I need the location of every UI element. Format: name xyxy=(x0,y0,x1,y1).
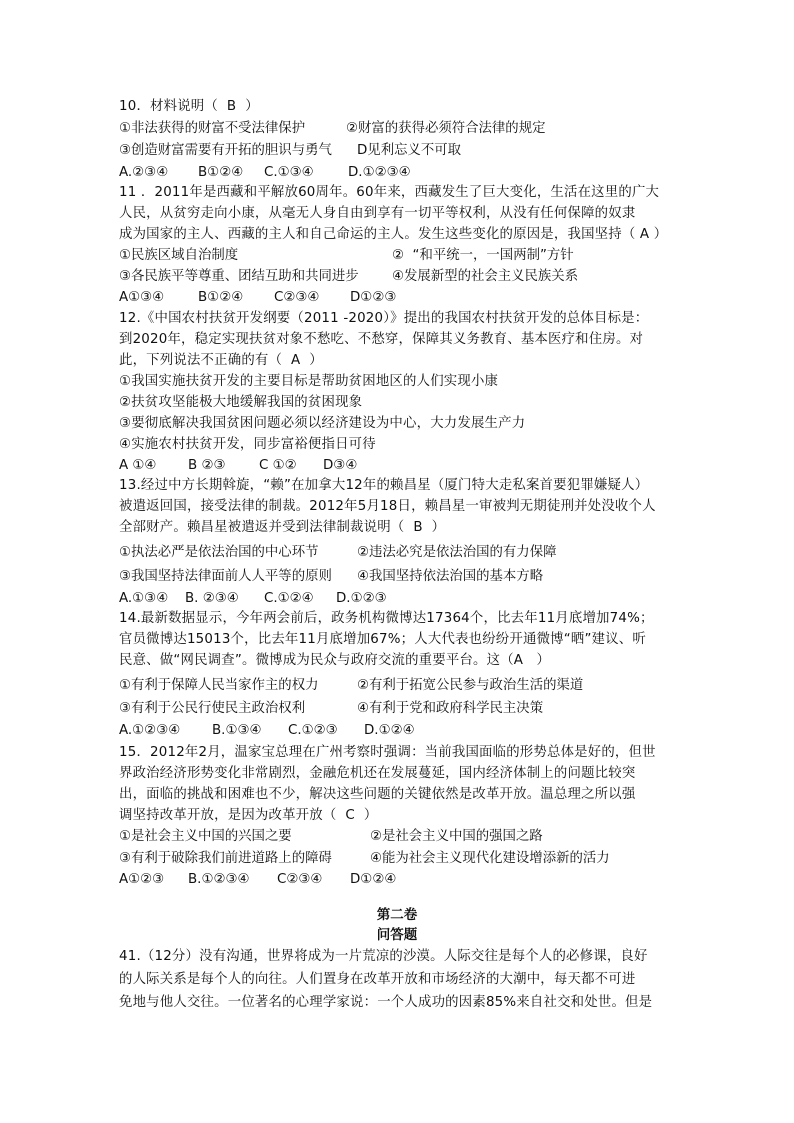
q14-line-1: 14.最新数据显示，今年两会前后，政务机构微博达17364个，比去年11月底增加74%； xyxy=(119,611,654,626)
q11-option-3: ③各民族平等尊重、团结互助和共同进步 xyxy=(119,269,359,284)
q14-choice-a: A.①②③④ xyxy=(119,723,181,738)
q11-option-2: ② “和平统一，一国两制”方针 xyxy=(392,248,574,263)
q13-choice-d: D.①②③ xyxy=(336,591,387,606)
q11-option-4: ④发展新型的社会主义民族关系 xyxy=(392,269,579,284)
section-volume-title: 第二卷 xyxy=(376,907,418,923)
q14-option-4: ④有利于党和政府科学民主决策 xyxy=(357,701,544,716)
q15-choice-c: C②③④ xyxy=(277,872,323,887)
q10-option-4: D见利忘义不可取 xyxy=(357,143,462,158)
q13-option-2: ②违法必究是依法治国的有力保障 xyxy=(357,545,557,560)
q14-choice-b: B.①③④ xyxy=(212,723,262,738)
q10-option-3: ③创造财富需要有开拓的胆识与勇气 xyxy=(119,143,332,158)
q11-line-1: 11 ．2011年是西藏和平解放60周年。60年来，西藏发生了巨大变化，生活在这里的广大 xyxy=(119,185,660,200)
q12-statement-2: ②扶贫攻坚能极大地缓解我国的贫困现象 xyxy=(119,395,363,410)
q10-stem: 10．材料说明（ B ） xyxy=(119,99,259,114)
q12-statement-1: ①我国实施扶贫开发的主要目标是帮助贫困地区的人们实现小康 xyxy=(119,374,499,389)
q41-line-1: 41.（12分）没有沟通，世界将成为一片荒凉的沙漠。人际交往是每个人的必修课，良好 xyxy=(119,949,648,964)
q15-line-1: 15．2012年2月，温家宝总理在广州考察时强调：当前我国面临的形势总体是好的，但世 xyxy=(119,745,656,760)
q12-line-3: 此，下列说法不正确的有（ A ） xyxy=(119,353,323,368)
q15-choice-a: A①②③ xyxy=(119,872,165,887)
q12-choice-a: A ①④ xyxy=(119,458,157,473)
q13-choice-c: C.①②④ xyxy=(264,591,314,606)
q15-line-4: 调坚持改革开放，是因为改革开放（ C ） xyxy=(119,808,378,823)
q11-choice-a: A①③④ xyxy=(119,290,165,305)
q11-choice-b: B①②④ xyxy=(198,290,244,305)
q13-line-3: 全部财产。赖昌星被遣返并受到法律制裁说明（ B ） xyxy=(119,520,446,535)
q10-option-1: ①非法获得的财富不受法律保护 xyxy=(119,121,306,136)
q15-line-2: 界政治经济形势变化非常剧烈，金融危机还在发展蔓延，国内经济体制上的问题比较突 xyxy=(119,766,636,781)
q15-line-3: 出，面临的挑战和困难也不少，解决这些问题的关键依然是改革开放。温总理之所以强 xyxy=(119,787,636,802)
q14-choice-c: C.①②③ xyxy=(288,723,338,738)
q13-line-2: 被遣返回国，接受法律的制裁。2012年5月18日，赖昌星一审被判无期徒刑并处没收个人 xyxy=(119,499,656,514)
q14-line-2: 官员微博达15013个，比去年11月底增加67%；人大代表也纷纷开通微博“晒”建议、听 xyxy=(119,632,646,647)
q13-line-1: 13.经过中方长期斡旋，“赖”在加拿大12年的赖昌星（厦门特大走私案首要犯罪嫌疑人） xyxy=(119,478,649,493)
q11-option-1: ①民族区域自治制度 xyxy=(119,248,239,263)
q13-choice-a: A.①③④ xyxy=(119,591,169,606)
q12-line-2: 到2020年，稳定实现扶贫对象不愁吃、不愁穿，保障其义务教育、基本医疗和住房。对 xyxy=(119,332,644,347)
q12-choice-c: C ①② xyxy=(259,458,297,473)
q12-line-1: 12.《中国农村扶贫开发纲要（2011 -2020）》提出的我国农村扶贫开发的总体目标是： xyxy=(119,311,649,326)
q13-choice-b: B. ②③④ xyxy=(185,591,239,606)
q12-statement-3: ③要彻底解决我国贫困问题必须以经济建设为中心，大力发展生产力 xyxy=(119,416,526,431)
q15-option-4: ④能为社会主义现代化建设增添新的活力 xyxy=(370,851,610,866)
q10-choice-d: D.①②③④ xyxy=(348,165,411,180)
q15-choice-d: D①②④ xyxy=(350,872,397,887)
q10-choice-a: A.②③④ xyxy=(119,165,169,180)
q11-choice-c: C②③④ xyxy=(274,290,320,305)
q11-line-2: 人民，从贫穷走向小康，从毫无人身自由到享有一切平等权利，从没有任何保障的奴隶 xyxy=(119,206,636,221)
q13-option-4: ④我国坚持依法治国的基本方略 xyxy=(357,569,544,584)
q15-option-1: ①是社会主义中国的兴国之要 xyxy=(119,829,292,844)
q12-statement-4: ④实施农村扶贫开发，同步富裕便指日可待 xyxy=(119,437,376,452)
q14-option-1: ①有利于保障人民当家作主的权力 xyxy=(119,678,319,693)
q14-choice-d: D.①②④ xyxy=(364,723,415,738)
q15-choice-b: B.①②③④ xyxy=(188,872,250,887)
section-title: 问答题 xyxy=(376,927,418,943)
q14-option-2: ②有利于拓宽公民参与政治生活的渠道 xyxy=(357,678,584,693)
q41-line-3: 免地与他人交往。一位著名的心理学家说：一个人成功的因素85%来自社交和处世。但是 xyxy=(119,995,653,1010)
q15-option-3: ③有利于破除我们前进道路上的障碍 xyxy=(119,851,332,866)
q13-option-1: ①执法必严是依法治国的中心环节 xyxy=(119,545,319,560)
q13-option-3: ③我国坚持法律面前人人平等的原则 xyxy=(119,569,332,584)
q15-option-2: ②是社会主义中国的强国之路 xyxy=(370,829,543,844)
q10-option-2: ②财富的获得必须符合法律的规定 xyxy=(346,121,546,136)
q12-choice-d: D③④ xyxy=(323,458,358,473)
q11-line-3: 成为国家的主人、西藏的主人和自己命运的主人。发生这些变化的原因是，我国坚持（ A ） xyxy=(119,227,668,242)
q12-choice-b: B ②③ xyxy=(188,458,226,473)
q14-option-3: ③有利于公民行使民主政治权利 xyxy=(119,701,306,716)
q10-choice-b: B①②④ xyxy=(198,165,244,180)
q41-line-2: 的人际关系是每个人的向往。人们置身在改革开放和市场经济的大潮中，每天都不可进 xyxy=(119,972,636,987)
q10-choice-c: C.①③④ xyxy=(264,165,314,180)
q14-line-3: 民意、做“网民调查”。微博成为民众与政府交流的重要平台。这（A ） xyxy=(119,653,551,668)
q11-choice-d: D①②③ xyxy=(350,290,397,305)
